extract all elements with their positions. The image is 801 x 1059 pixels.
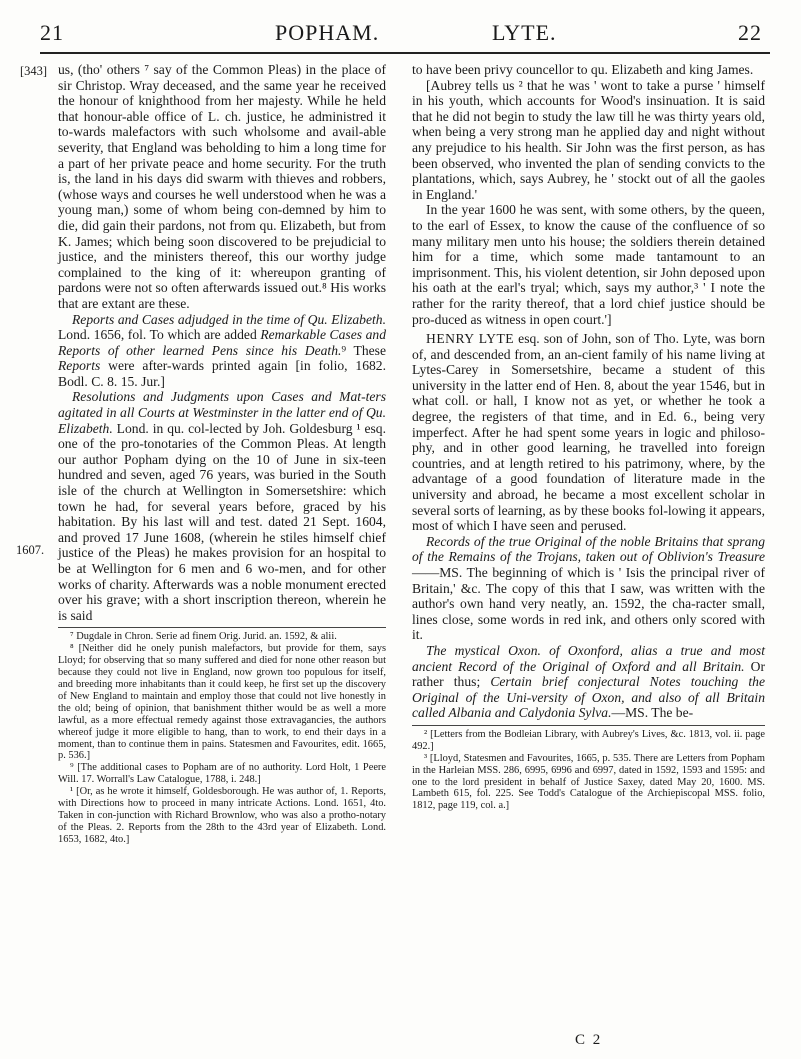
right-body-text xyxy=(412,62,765,721)
left-footnotes xyxy=(58,631,386,845)
header-title-right: LYTE. xyxy=(492,20,557,45)
footnote: ² [Letters from the Bodleian Library, with Aubrey's Lives, &c. 1813, vol. ii. page 492.] xyxy=(412,728,765,752)
paragraph: [Aubrey tells us ² that he was ' wont to take a purse ' himself in his youth, which accounts for Wood's insinuation. It is said that he did not begin to study the law till he was thirty years old, when being a very strong man he applied day and night without any prejudice to his health. Sir John was the first person, as has been observed, who invented the plan of sending convicts to the plantations, which, says Aubrey, he ' stockt out of all the gaoles in England.' xyxy=(412,77,765,202)
paragraph xyxy=(412,331,765,534)
paragraph xyxy=(58,389,386,623)
header-rule xyxy=(40,52,770,54)
page-number-right: 22 xyxy=(738,20,762,45)
paragraph: to have been privy councellor to qu. Elizabeth and king James. xyxy=(412,62,754,77)
work-title: Reports and Cases adjudged in the time of Qu. Elizabeth. xyxy=(72,311,386,327)
work-title: Certain brief conjectural Notes touching the Original of the Uni-versity of Oxon, and also of all Britain called Albania and Calydonia Sylva. xyxy=(412,674,765,721)
text-run: Lond. 1656, fol. To which are added xyxy=(58,327,261,343)
footnote: ⁷ Dugdale in Chron. Serie ad finem Orig. Jurid. an. 1592, & alii. xyxy=(70,631,337,643)
entry-name: HENRY LYTE xyxy=(426,331,515,347)
page-number-left: 21 xyxy=(40,20,64,45)
paragraph: us, (tho' others ⁷ say of the Common Pleas) in the place of sir Christop. Wray deceased, and the same year he received the honour of knighthood from her majesty. While he held that honour-able office of L. ch. justice, he administred it to-wards malefactors with such wholsome and avail-able severity, that England was beholding to him a long time for a part of her private peace and home security. For the truth is, the land in his days did swarm with thieves and robbers, (whose ways and courses he well understood when he was a young man,) some of whom being con-demned by him to die, did gain their pardons, not from qu. Elizabeth, but from K. James; which being soon discovered to be prejudicial to justice, and the ministers thereof, this our worthy judge complained to the king of it: whereupon granting of pardons were not so often afterwards issued out.⁸ His works that are extant are these. xyxy=(58,62,386,311)
text-run: ⁹ These xyxy=(341,342,386,358)
left-column xyxy=(58,62,386,846)
paragraph xyxy=(412,534,765,643)
work-title: Remarkable Cases and Reports of other learned Pens since his Death. xyxy=(58,327,386,358)
running-header xyxy=(40,20,770,48)
margin-page-ref: [343] xyxy=(20,64,48,78)
left-body-text xyxy=(58,62,386,623)
right-column xyxy=(412,62,765,812)
paragraph xyxy=(412,643,765,721)
footnote: ⁸ [Neither did he onely punish malefactors, but provide for them, says Lloyd; for observing that so many suffered and died for none other reason but because they could not live in England, now grown too populous for itself, and breeding more inhabitants than it could keep, he first set up the discovery of New England to maintain and employ those that could not live honestly in the old; being of opinion, that banishment thither would be as well a more lawful, as a more effectual remedy against those extravagancies, the authors whereof judge it more eligible to hang, than to work, to end their days in a moment, than to continue them in pains. Statesmen and Favourites, edit. 1665, p. 536.] xyxy=(58,643,386,762)
signature-mark: C 2 xyxy=(575,1032,603,1048)
text-run: ——MS. The beginning of which is ' Isis the principal river of Britain,' &c. The copy of this that I saw, was written with the author's own hand very neatly, an. 1592, the cha-racter small, lines close, some words in red ink, and others only scored with it. xyxy=(412,565,765,643)
right-footnotes xyxy=(412,729,765,812)
work-title: The mystical Oxon. of Oxonford, alias a true and most ancient Record of the Original of Oxford and all Britain. xyxy=(412,642,765,674)
work-title: Reports xyxy=(58,358,101,374)
footnote-rule xyxy=(58,627,386,628)
footnote: ³ [Lloyd, Statesmen and Favourites, 1665, p. 535. There are Letters from Popham in the Harleian MSS. 286, 6995, 6996 and 6997, dated in 1592, 1593 and 1595: and one to the lord president in behalf of Justice Saxey, dated May 20, 1600. MS. Lambeth 615, fol. 225. See Todd's Catalogue of the Archiepiscopal MSS. folio, 1812, page 119, col. a.] xyxy=(412,752,765,812)
margin-year: 1607. xyxy=(16,543,45,557)
header-title-left: POPHAM. xyxy=(275,20,380,45)
footnote: ¹ [Or, as he wrote it himself, Goldesborough. He was author of, 1. Reports, with Directions how to proceed in many intricate Actions. Lond. 1651, 4to. Taken in con-junction with Richard Brownlow, who was also a protho-notary of the Pleas. 2. Reports from the 28th to the 43rd year of Elizabeth. Lond. 1653, 1682, 4to.] xyxy=(58,786,386,845)
footnote-rule xyxy=(412,725,765,726)
text-run: were after-wards printed again [in folio, 1682. Bodl. C. 8. 15. Jur.] xyxy=(58,358,386,389)
footnote: ⁹ [The additional cases to Popham are of no authority. Lord Holt, 1 Peere Will. 17. Worrall's Law Catalogue, 1788, i. 248.] xyxy=(58,762,386,786)
work-title: Resolutions and Judgments upon Cases and Mat-ters agitated in all Courts at Westminster in the latter end of Qu. Elizabeth. xyxy=(58,389,386,436)
text-run: esq. son of John, son of Tho. Lyte, was born of, and descended from, an an-cient family of his name living at Lytes-Carey in Somersetshire, became a student of this university in the latter end of Hen. 8, about the year 1546, but in what coll. or hall, I know not as yet, or whether he took a degree, the registers of that time, and in Ed. 6., being very imperfect. After he had spent some years in logic and philoso-phy, and in other good learning, he travelled into foreign countries, and at length retired to his patrimony, where, by the advantage of a good foundation of literature made in the university and abroad, he became a most excellent scholar in several sorts of learning, as by these books fol-lowing it appears, most of which I have seen and perused. xyxy=(412,331,765,534)
paragraph xyxy=(58,312,386,390)
paragraph: In the year 1600 he was sent, with some others, by the queen, to the earl of Essex, to know the cause of the confluence of so many military men unto his house; the soldiers therein detained him for a time, which some made tantamount to an imprisonment. This, his violent detention, sir John deposed upon his oath at the earl's tryal; which, says my author,³ ' I note the rather for the rarity thereof, that a lord chief justice should be pro-duced as witness in open court.'] xyxy=(412,202,765,327)
text-run: Lond. in qu. col-lected by Joh. Goldesburg ¹ esq. one of the pro-tonotaries of the Common Pleas. At length our author Popham dying on the 10 of June in six-teen hundred and seven, aged 76 years, was buried in the South isle of the church at Wellington in Somersetshire: which town he had, for several years before, graced by his habitation. By his last will and test. dated 21 Sept. 1604, and proved 17 June 1608, (wherein he stiles himself chief justice of the Pleas) he makes provision for an hospital to be at Wellington for 6 men and 6 wo-men, and for other works of charity. Afterwards was a noble monument erected over his grave; with a short inscription thereon, wherein he is said xyxy=(58,420,386,623)
work-title: Records of the true Original of the noble Britains that sprang of the Remains of the Trojans, taken out of Oblivion's Treasure xyxy=(412,533,765,565)
text-run: —MS. The be- xyxy=(611,705,694,721)
text-run: Or rather thus; xyxy=(412,658,766,690)
